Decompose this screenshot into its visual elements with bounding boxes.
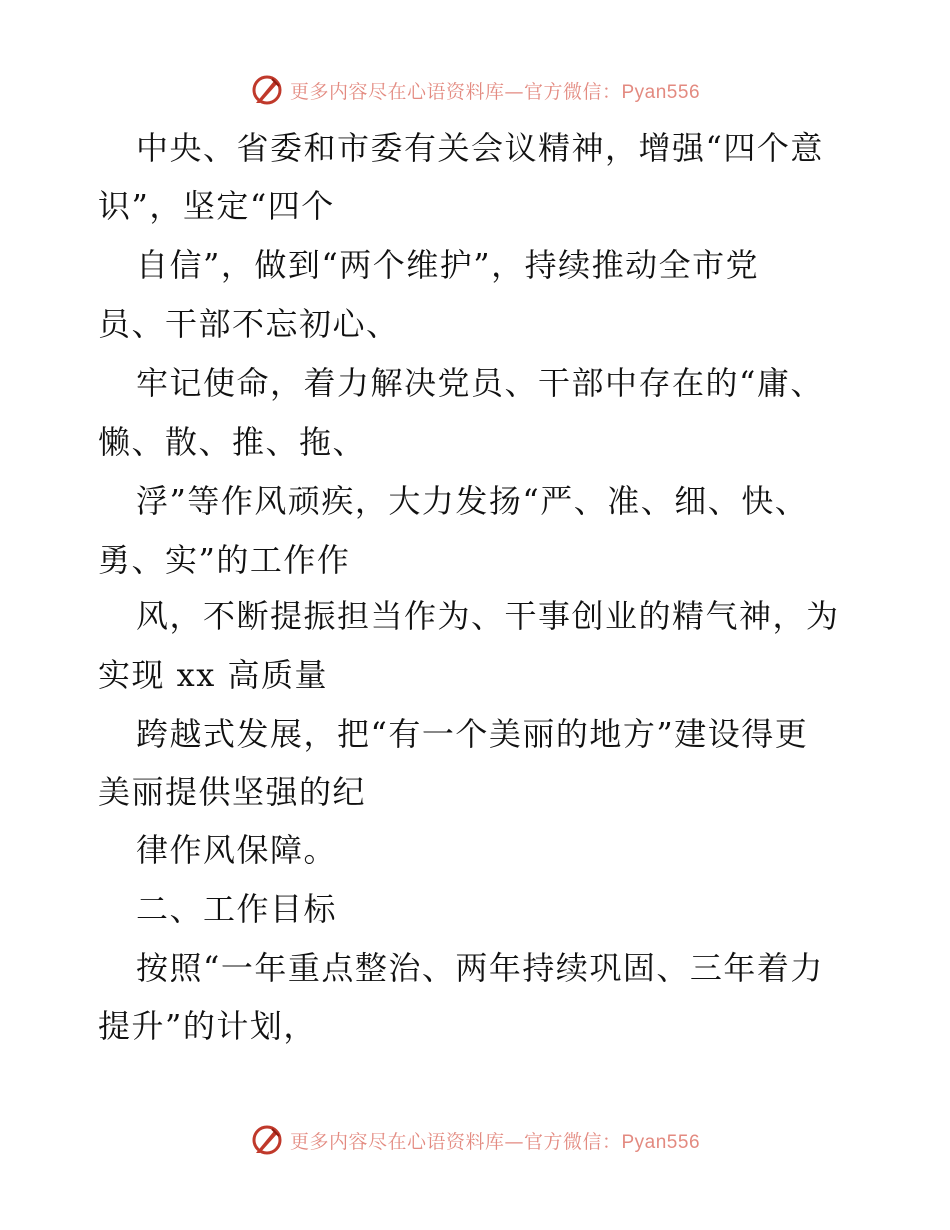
text-line: 识”，坚定“四个 <box>98 187 335 225</box>
text-line: 自信”，做到“两个维护”，持续推动全市党 <box>136 246 760 284</box>
text-line: 牢记使命，着力解决党员、干部中存在的“庸、 <box>136 364 824 402</box>
text-line: 跨越式发展，把“有一个美丽的地方”建设得更 <box>136 715 809 753</box>
text-line: 懒、散、推、拖、 <box>98 423 367 461</box>
footer-watermark <box>0 1120 950 1160</box>
quill-circle-icon <box>250 73 284 107</box>
text-line: 风，不断提振担当作为、干事创业的精气神，为 <box>136 597 840 635</box>
text-line: 勇、实”的工作作 <box>98 541 351 579</box>
text-line: 提升”的计划， <box>98 1007 317 1045</box>
text-line: 律作风保障。 <box>136 831 338 869</box>
text-line: 按照“一年重点整治、两年持续巩固、三年着力 <box>136 949 824 987</box>
text-line: 员、干部不忘初心、 <box>98 305 400 343</box>
text-line: 中央、省委和市委有关会议精神，增强“四个意 <box>136 129 824 167</box>
watermark-text: 更多内容尽在心语资料库—官方微信：Pyan556 <box>289 80 701 103</box>
quill-circle-icon <box>250 1123 284 1157</box>
section-heading: 二、工作目标 <box>136 890 338 928</box>
header-watermark <box>0 70 950 110</box>
watermark-text: 更多内容尽在心语资料库—官方微信：Pyan556 <box>289 1130 701 1153</box>
text-line: 实现 xx 高质量 <box>98 656 328 694</box>
text-line: 美丽提供坚强的纪 <box>98 773 367 811</box>
text-line: 浮”等作风顽疾，大力发扬“严、准、细、快、 <box>136 482 809 520</box>
